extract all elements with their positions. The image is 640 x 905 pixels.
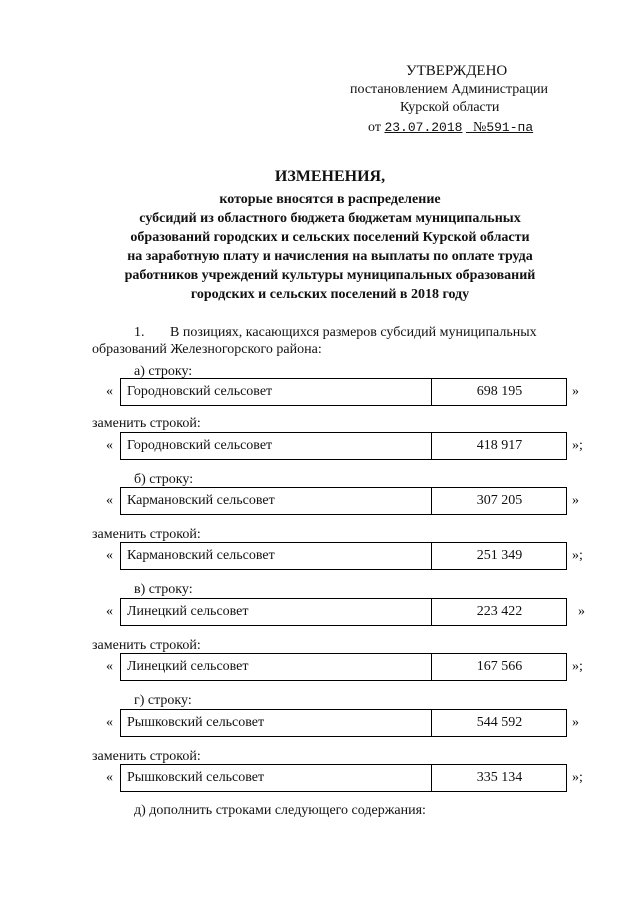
close-quote: » (572, 715, 579, 730)
new-row-value: 167 566 (476, 659, 523, 674)
old-row (120, 487, 567, 515)
old-row (120, 378, 567, 406)
approval-number: 591-па (486, 120, 534, 135)
old-row-name: Линецкий сельсовет (127, 604, 249, 619)
intro-line-1: В позициях, касающихся размеров субсидий муниципальных (170, 325, 537, 340)
old-row-value: 307 205 (476, 493, 523, 508)
close-quote: » (572, 384, 579, 399)
close-quote: »; (572, 659, 583, 674)
group-label: г) строку: (134, 693, 192, 708)
new-row-value: 335 134 (476, 770, 523, 785)
heading-line: образований городских и сельских поселений Курской области (130, 230, 530, 245)
final-instruction: д) дополнить строками следующего содержания: (134, 803, 426, 818)
replace-label: заменить строкой: (92, 749, 201, 764)
approval-line-1: постановлением Администрации (350, 82, 548, 97)
heading-title: ИЗМЕНЕНИЯ, (274, 168, 386, 185)
heading-line: городских и сельских поселений в 2018 году (190, 287, 470, 302)
replace-label: заменить строкой: (92, 416, 201, 431)
close-quote: » (578, 604, 585, 619)
approval-number-prefix: № (472, 120, 487, 135)
open-quote: « (106, 493, 113, 508)
open-quote: « (106, 384, 113, 399)
group-label: а) строку: (134, 364, 193, 379)
document-heading (80, 168, 580, 304)
close-quote: »; (572, 770, 583, 785)
new-row-name: Кармановский сельсовет (127, 548, 275, 563)
new-row (120, 653, 567, 681)
heading-line: которые вносятся в распределение (219, 192, 441, 207)
new-row (120, 764, 567, 792)
open-quote: « (106, 548, 113, 563)
replace-label: заменить строкой: (92, 638, 201, 653)
open-quote: « (106, 438, 113, 453)
approval-title: УТВЕРЖДЕНО (406, 63, 508, 79)
intro-number: 1. (134, 325, 145, 340)
group-label: б) строку: (134, 472, 194, 487)
new-row-value: 418 917 (476, 438, 523, 453)
open-quote: « (106, 715, 113, 730)
replace-label: заменить строкой: (92, 527, 201, 542)
new-row (120, 432, 567, 460)
approval-date-line (368, 119, 533, 137)
open-quote: « (106, 659, 113, 674)
intro-line-2: образований Железногорского района: (92, 342, 322, 357)
open-quote: « (106, 770, 113, 785)
new-row-name: Рышковский сельсовет (127, 770, 265, 785)
approval-line-2: Курской области (400, 100, 500, 115)
new-row-value: 251 349 (476, 548, 523, 563)
close-quote: » (572, 493, 579, 508)
heading-line: на заработную плату и начисления на выплаты по оплате труда (127, 249, 533, 264)
old-row-name: Городновский сельсовет (127, 384, 273, 399)
old-row (120, 709, 567, 737)
close-quote: »; (572, 548, 583, 563)
close-quote: »; (572, 438, 583, 453)
old-row-name: Рышковский сельсовет (127, 715, 265, 730)
old-row-value: 698 195 (476, 384, 523, 399)
new-row-name: Линецкий сельсовет (127, 659, 249, 674)
old-row-value: 544 592 (476, 715, 523, 730)
old-row-name: Кармановский сельсовет (127, 493, 275, 508)
approval-date: 23.07.2018 (384, 120, 463, 135)
old-row (120, 598, 567, 626)
heading-line: работников учреждений культуры муниципальных образований (124, 268, 536, 283)
new-row (120, 542, 567, 570)
old-row-value: 223 422 (476, 604, 523, 619)
heading-line: субсидий из областного бюджета бюджетам муниципальных (139, 211, 521, 226)
new-row-name: Городновский сельсовет (127, 438, 273, 453)
group-label: в) строку: (134, 582, 193, 597)
open-quote: « (106, 604, 113, 619)
approval-date-prefix: от (368, 120, 381, 135)
